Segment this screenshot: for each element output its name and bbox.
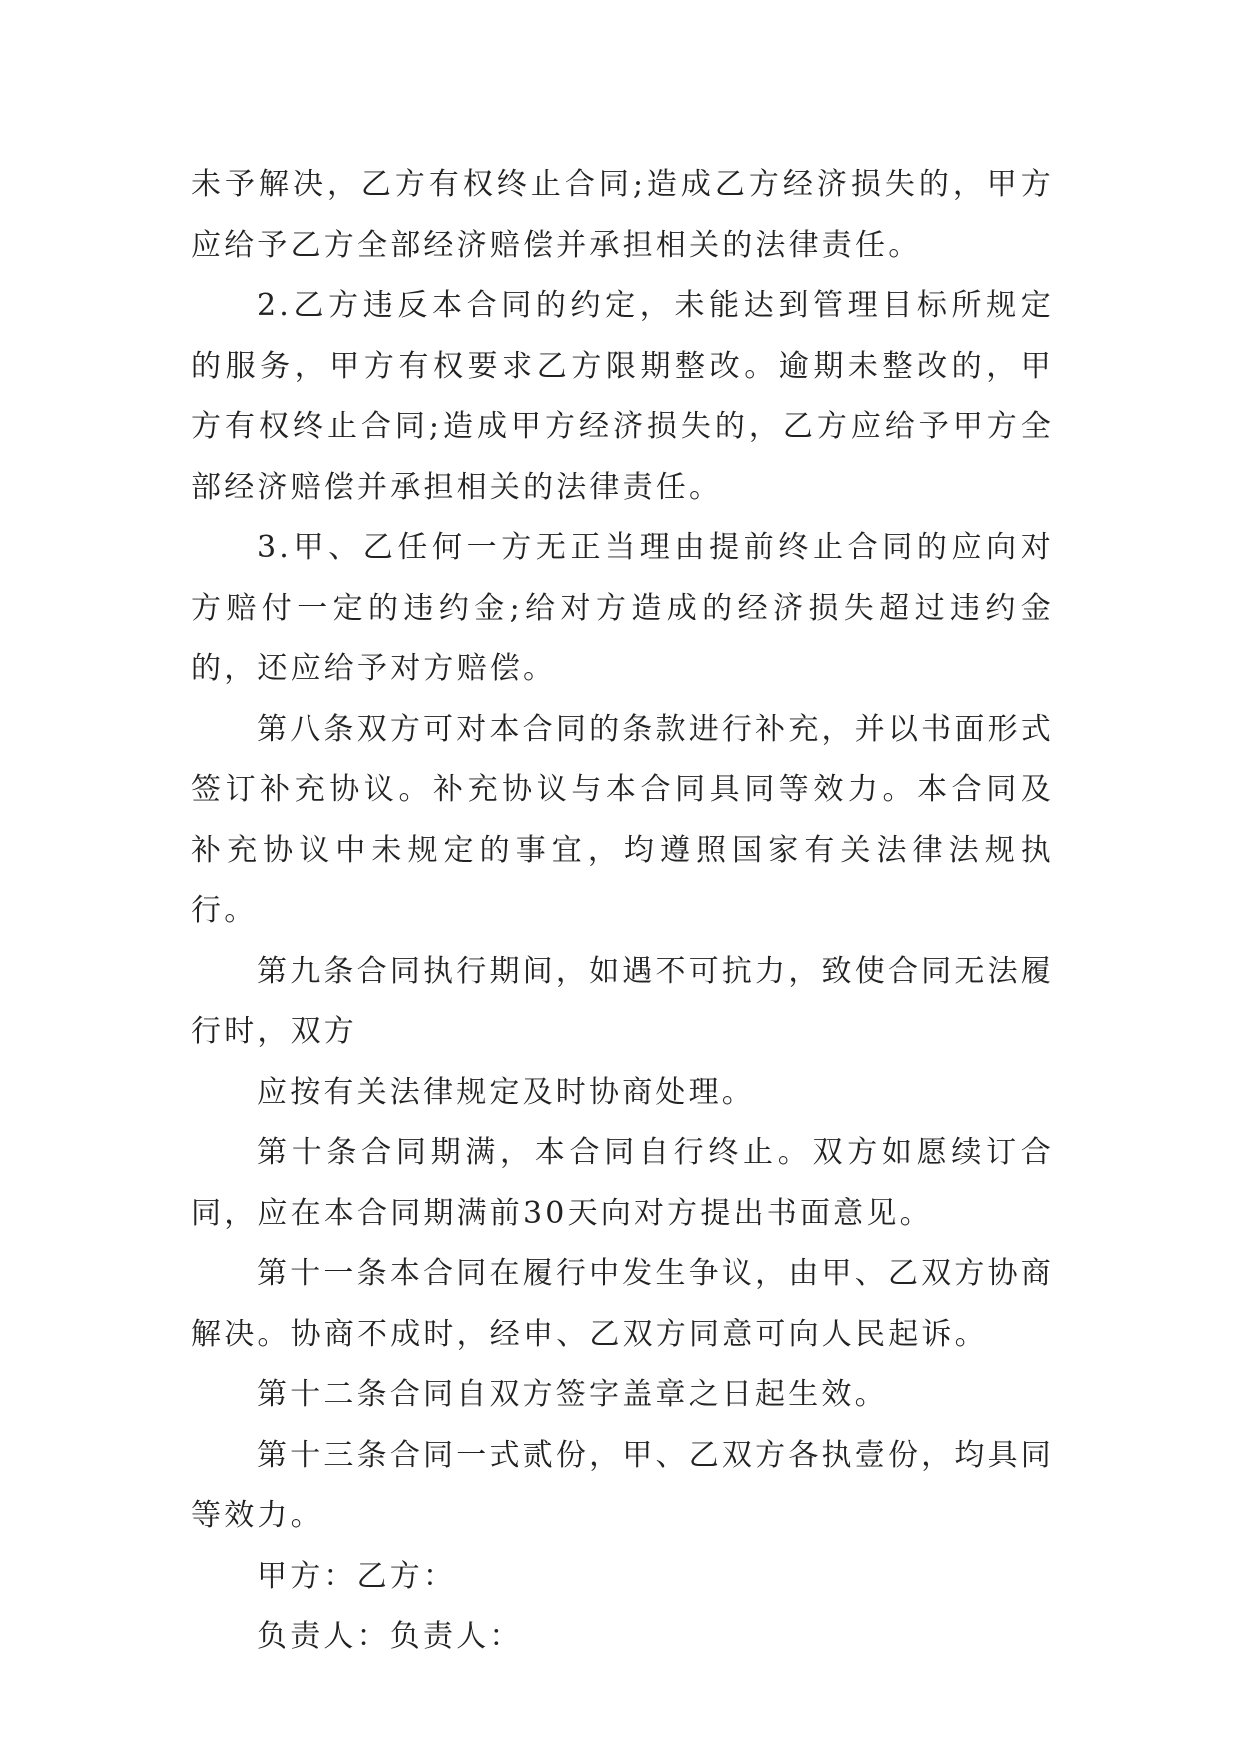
paragraph-3: 3.甲、乙任何一方无正当理由提前终止合同的应向对方赔付一定的违约金;给对方造成的经济损失超过违约金的，还应给予对方赔偿。 [191, 530, 1054, 686]
paragraph-2: 2.乙方违反本合同的约定，未能达到管理目标所规定的服务，甲方有权要求乙方限期整改。逾期未整改的，甲方有权终止合同;造成甲方经济损失的，乙方应给予甲方全部经济赔偿并承担相关的法律责任。 [191, 288, 1054, 505]
paragraph-article-13: 第十三条合同一式贰份，甲、乙双方各执壹份，均具同等效力。 [191, 1437, 1054, 1533]
paragraph-article-10: 第十条合同期满，本合同自行终止。双方如愿续订合同，应在本合同期满前30天向对方提出书面意见。 [191, 1135, 1054, 1231]
document-page [191, 155, 1054, 1668]
signature-responsible: 负责人：负责人： [257, 1619, 523, 1654]
paragraph-article-8: 第八条双方可对本合同的条款进行补充，并以书面形式签订补充协议。补充协议与本合同具同等效力。本合同及补充协议中未规定的事宜，均遵照国家有关法律法规执行。 [191, 711, 1054, 928]
paragraph-article-12: 第十二条合同自双方签字盖章之日起生效。 [257, 1377, 888, 1412]
paragraph-article-9-cont: 应按有关法律规定及时协商处理。 [257, 1074, 755, 1110]
paragraph-1: 未予解决，乙方有权终止合同;造成乙方经济损失的，甲方应给予乙方全部经济赔偿并承担相关的法律责任。 [191, 167, 1054, 263]
signature-parties: 甲方：乙方： [257, 1558, 457, 1594]
paragraph-article-11: 第十一条本合同在履行中发生争议，由甲、乙双方协商解决。协商不成时，经申、乙双方同意可向人民起诉。 [191, 1256, 1054, 1352]
paragraph-article-9: 第九条合同执行期间，如遇不可抗力，致使合同无法履行时，双方 [191, 953, 1054, 1049]
